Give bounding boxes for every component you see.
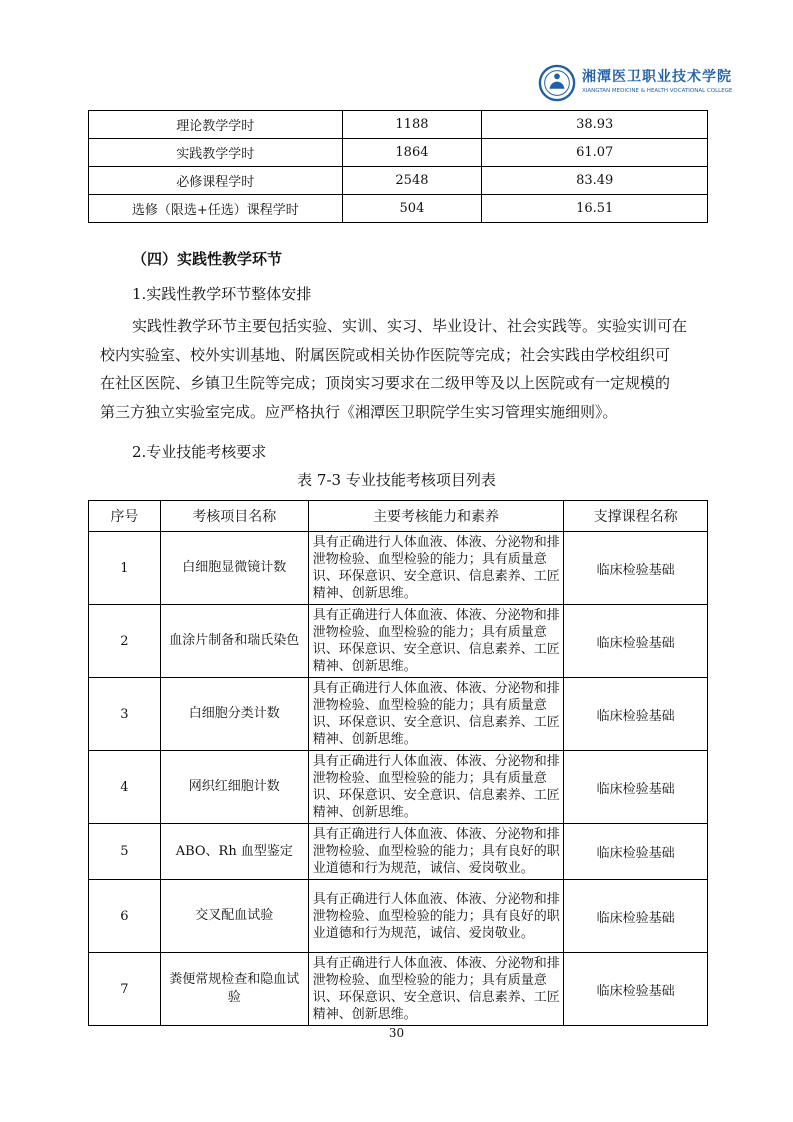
section-heading: （四）实践性教学环节 bbox=[132, 250, 283, 268]
skill-course-cell: 临床检验基础 bbox=[564, 605, 708, 678]
hours-label-cell: 理论教学学时 bbox=[89, 111, 343, 139]
skill-ability-cell: 具有正确进行人体血液、体液、分泌物和排泄物检验、血型检验的能力；具有质量意识、环保意识、安全意识、信息素养、工匠精神、创新思维。 bbox=[308, 532, 564, 605]
skill-ability-cell: 具有正确进行人体血液、体液、分泌物和排泄物检验、血型检验的能力；具有良好的职业道德和行为规范，诚信、爱岗敬业。 bbox=[308, 880, 564, 953]
skill-course-cell: 临床检验基础 bbox=[564, 678, 708, 751]
skill-no-cell: 2 bbox=[89, 605, 161, 678]
table-row bbox=[89, 605, 708, 678]
header-cell: 主要考核能力和素养 bbox=[308, 501, 564, 532]
table-row bbox=[89, 678, 708, 751]
paragraph-line: 在社区医院、乡镇卫生院等完成；顶岗实习要求在二级甲等及以上医院或有一定规模的 bbox=[100, 374, 671, 393]
table-row bbox=[89, 167, 708, 195]
hours-percent-cell: 83.49 bbox=[482, 167, 708, 195]
table-row bbox=[89, 195, 708, 223]
skill-name-cell: 交叉配血试验 bbox=[160, 880, 308, 953]
hours-percent-cell: 16.51 bbox=[482, 195, 708, 223]
skill-name-cell: ABO、Rh 血型鉴定 bbox=[160, 824, 308, 880]
skill-ability-cell: 具有正确进行人体血液、体液、分泌物和排泄物检验、血型检验的能力；具有良好的职业道德和行为规范，诚信、爱岗敬业。 bbox=[308, 824, 564, 880]
skill-ability-cell: 具有正确进行人体血液、体液、分泌物和排泄物检验、血型检验的能力；具有质量意识、环保意识、安全意识、信息素养、工匠精神、创新思维。 bbox=[308, 751, 564, 824]
skill-ability-cell: 具有正确进行人体血液、体液、分泌物和排泄物检验、血型检验的能力；具有质量意识、环保意识、安全意识、信息素养、工匠精神、创新思维。 bbox=[308, 605, 564, 678]
paragraph-line: 校内实验室、校外实训基地、附属医院或相关协作医院等完成；社会实践由学校组织可 bbox=[100, 345, 671, 364]
hours-hours-cell: 2548 bbox=[342, 167, 482, 195]
skill-course-cell: 临床检验基础 bbox=[564, 880, 708, 953]
hours-percent-cell: 38.93 bbox=[482, 111, 708, 139]
subsection-heading-2: 2.专业技能考核要求 bbox=[132, 443, 267, 461]
skill-name-cell: 粪便常规检查和隐血试验 bbox=[160, 953, 308, 1026]
college-emblem-icon bbox=[538, 64, 576, 102]
header-cell: 序号 bbox=[89, 501, 161, 532]
skill-no-cell: 4 bbox=[89, 751, 161, 824]
table-caption: 表 7-3 专业技能考核项目列表 bbox=[297, 471, 496, 489]
skill-course-cell: 临床检验基础 bbox=[564, 824, 708, 880]
subsection-heading-1: 1.实践性教学环节整体安排 bbox=[132, 285, 312, 303]
skill-no-cell: 6 bbox=[89, 880, 161, 953]
paragraph-line: 实践性教学环节主要包括实验、实训、实习、毕业设计、社会实践等。实验实训可在 bbox=[132, 317, 688, 335]
table-row bbox=[89, 824, 708, 880]
paragraph-line: 第三方独立实验室完成。应严格执行《湘潭医卫职院学生实习管理实施细则》。 bbox=[100, 402, 618, 421]
table-row bbox=[89, 880, 708, 953]
hours-percent-cell: 61.07 bbox=[482, 139, 708, 167]
header-cell: 考核项目名称 bbox=[160, 501, 308, 532]
header-cell: 支撑课程名称 bbox=[564, 501, 708, 532]
table-header-row bbox=[89, 501, 708, 532]
practice-paragraph bbox=[100, 312, 698, 426]
skill-course-cell: 临床检验基础 bbox=[564, 953, 708, 1026]
table-row bbox=[89, 111, 708, 139]
page-number: 30 bbox=[388, 1026, 405, 1040]
table-row bbox=[89, 751, 708, 824]
skills-table bbox=[88, 500, 708, 1026]
logo-chinese-name: 湘潭医卫职业技术学院 bbox=[582, 69, 732, 85]
skill-no-cell: 1 bbox=[89, 532, 161, 605]
table-row bbox=[89, 953, 708, 1026]
table-row bbox=[89, 139, 708, 167]
logo-english-name: XIANGTAN MEDICINE & HEALTH VOCATIONAL COLLEGE bbox=[582, 88, 733, 94]
skill-course-cell: 临床检验基础 bbox=[564, 532, 708, 605]
hours-table bbox=[88, 110, 708, 223]
skill-no-cell: 3 bbox=[89, 678, 161, 751]
skill-ability-cell: 具有正确进行人体血液、体液、分泌物和排泄物检验、血型检验的能力；具有质量意识、环保意识、安全意识、信息素养、工匠精神、创新思维。 bbox=[308, 678, 564, 751]
hours-hours-cell: 1188 bbox=[342, 111, 482, 139]
skill-name-cell: 白细胞显微镜计数 bbox=[160, 532, 308, 605]
skill-name-cell: 网织红细胞计数 bbox=[160, 751, 308, 824]
hours-label-cell: 实践教学学时 bbox=[89, 139, 343, 167]
hours-hours-cell: 504 bbox=[342, 195, 482, 223]
table-row bbox=[89, 532, 708, 605]
hours-label-cell: 选修（限选+任选）课程学时 bbox=[89, 195, 343, 223]
skill-name-cell: 白细胞分类计数 bbox=[160, 678, 308, 751]
skill-course-cell: 临床检验基础 bbox=[564, 751, 708, 824]
hours-label-cell: 必修课程学时 bbox=[89, 167, 343, 195]
college-logo bbox=[534, 62, 733, 106]
skill-no-cell: 7 bbox=[89, 953, 161, 1026]
skill-no-cell: 5 bbox=[89, 824, 161, 880]
skill-ability-cell: 具有正确进行人体血液、体液、分泌物和排泄物检验、血型检验的能力；具有质量意识、环保意识、安全意识、信息素养、工匠精神、创新思维。 bbox=[308, 953, 564, 1026]
skill-name-cell: 血涂片制备和瑞氏染色 bbox=[160, 605, 308, 678]
hours-hours-cell: 1864 bbox=[342, 139, 482, 167]
